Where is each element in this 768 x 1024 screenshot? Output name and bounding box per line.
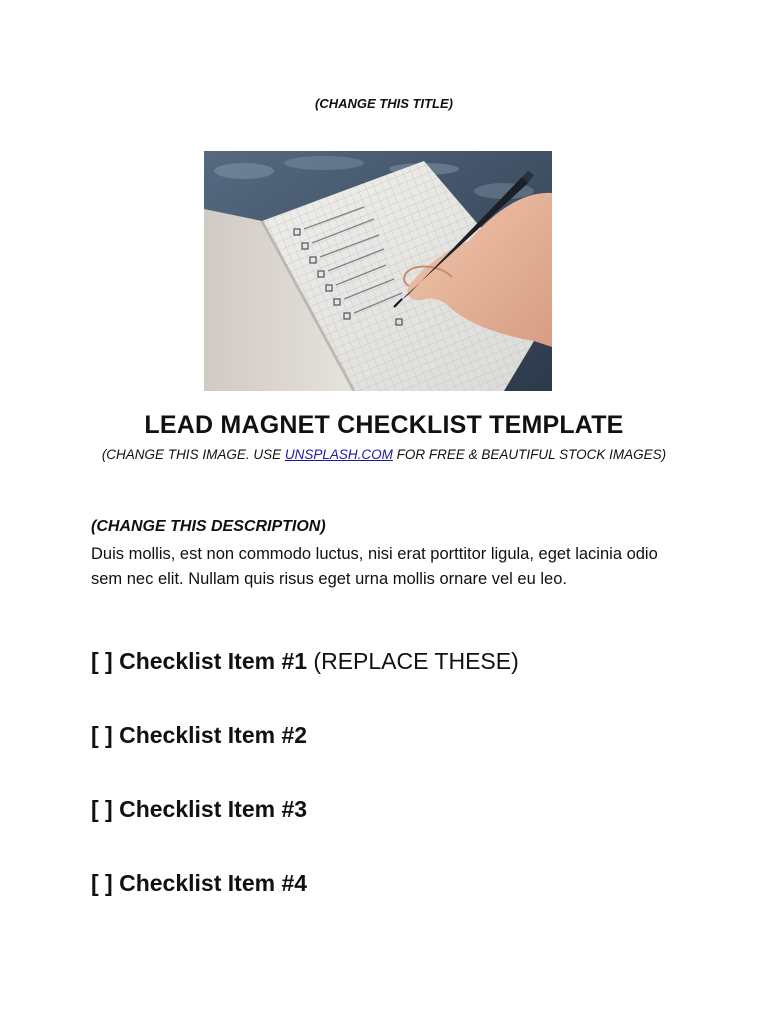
checklist-item-label: Checklist Item #2 (119, 722, 308, 748)
unsplash-link[interactable]: UNSPLASH.COM (284, 447, 393, 462)
document-top-title: (CHANGE THIS TITLE) (315, 96, 453, 111)
image-note-prefix: (CHANGE THIS IMAGE. USE (101, 447, 285, 462)
image-note-suffix: FOR FREE & BEAUTIFUL STOCK IMAGES) (392, 447, 667, 462)
checkbox-bracket[interactable]: [ ] (91, 648, 113, 674)
checkbox-bracket[interactable]: [ ] (91, 870, 113, 896)
checklist-item-3 (91, 796, 307, 823)
checklist-item-label: Checklist Item #1 (119, 648, 308, 674)
description-heading: (CHANGE THIS DESCRIPTION) (91, 518, 326, 535)
checklist-item-label: Checklist Item #3 (119, 796, 308, 822)
main-title: LEAD MAGNET CHECKLIST TEMPLATE (144, 411, 624, 439)
checklist-item-4 (91, 870, 307, 897)
hero-image (204, 151, 552, 391)
checklist-item-label: Checklist Item #4 (119, 870, 308, 896)
checkbox-bracket[interactable]: [ ] (91, 796, 113, 822)
checklist-item-note: (REPLACE THESE) (313, 648, 519, 674)
checkbox-bracket[interactable]: [ ] (91, 722, 113, 748)
notebook-checklist-photo-icon (204, 151, 552, 391)
checklist-item-1 (91, 648, 519, 675)
checklist-item-2 (91, 722, 307, 749)
description-body: Duis mollis, est non commodo luctus, nisi erat porttitor ligula, eget lacinia odio sem nec elit. Nullam quis risus eget urna mollis ornare vel eu leo. (91, 545, 658, 588)
image-note (0, 447, 768, 462)
